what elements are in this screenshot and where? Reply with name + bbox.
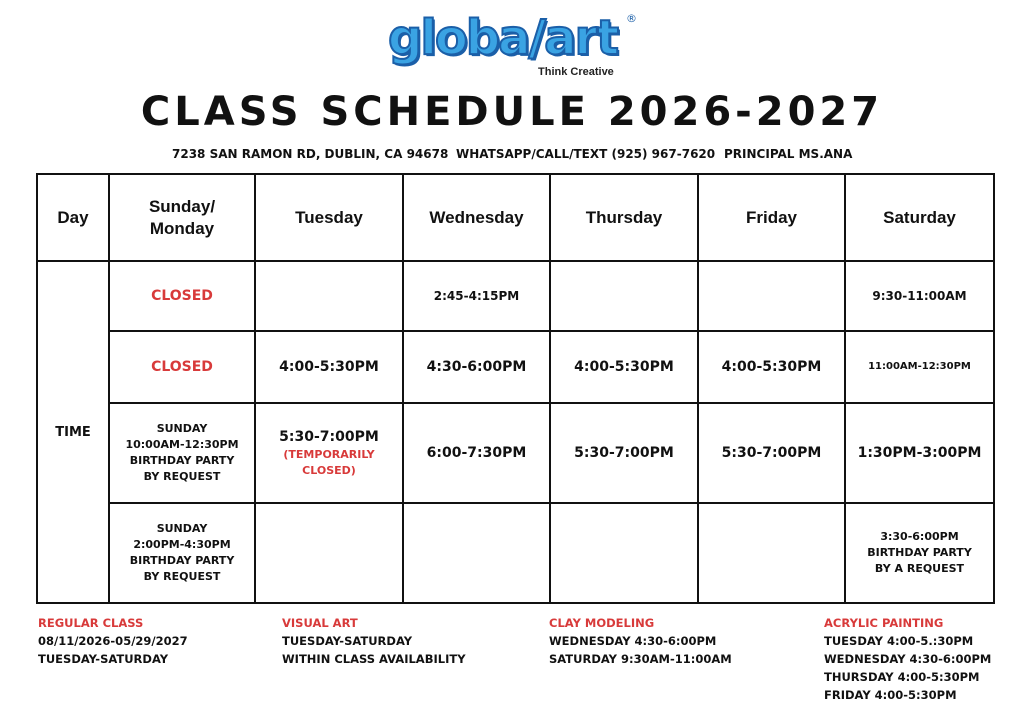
sunmon-4-line: BIRTHDAY PARTY (129, 554, 235, 567)
tue-3-time: 5:30-7:00PM (279, 429, 379, 445)
cell-sat-1: 9:30-11:00AM (845, 261, 994, 331)
header-sunday-monday: Sunday/ Monday (109, 174, 255, 261)
tue-3-note: CLOSED) (302, 464, 356, 477)
footer-acrylic-painting (824, 614, 991, 704)
tue-3-note: (TEMPORARILY (283, 448, 375, 461)
sunmon-4-line: SUNDAY (156, 522, 208, 535)
registered-mark: ® (626, 12, 637, 25)
footer-line: FRIDAY 4:00-5:30PM (824, 688, 957, 702)
cell-thu-2: 4:00-5:30PM (550, 331, 698, 403)
footer-clay-modeling (549, 614, 732, 668)
cell-thu-3: 5:30-7:00PM (550, 403, 698, 503)
logo-tagline: Think Creative (538, 66, 614, 78)
sat-4-line: 3:30-6:00PM (880, 530, 959, 543)
sunmon-3-line: 10:00AM-12:30PM (125, 438, 239, 451)
cell-sat-4 (845, 503, 994, 603)
footer-line: WITHIN CLASS AVAILABILITY (282, 652, 466, 666)
footer-line: THURSDAY 4:00-5:30PM (824, 670, 980, 684)
cell-wed-2: 4:30-6:00PM (403, 331, 550, 403)
table-row (37, 331, 994, 403)
header-day: Day (37, 174, 109, 261)
footer-heading: CLAY MODELING (549, 616, 655, 630)
footer-line: WEDNESDAY 4:30-6:00PM (824, 652, 992, 666)
schedule-table (36, 173, 995, 604)
footer-line: TUESDAY-SATURDAY (38, 652, 169, 666)
sunmon-4-line: 2:00PM-4:30PM (133, 538, 231, 551)
cell-tue-3 (255, 403, 403, 503)
cell-tue-4 (255, 503, 403, 603)
globalart-logo (388, 8, 638, 84)
cell-wed-4 (403, 503, 550, 603)
cell-wed-1: 2:45-4:15PM (403, 261, 550, 331)
cell-sunmon-2: CLOSED (109, 331, 255, 403)
sat-4-line: BY A REQUEST (874, 562, 965, 575)
cell-fri-4 (698, 503, 845, 603)
footer-line: 08/11/2026-05/29/2027 (38, 634, 188, 648)
page-title: CLASS SCHEDULE 2026-2027 (140, 89, 884, 135)
time-row-label: TIME (37, 261, 109, 603)
cell-fri-1 (698, 261, 845, 331)
contact-text: WHATSAPP/CALL/TEXT (925) 967-7620 (456, 147, 716, 161)
table-row (37, 403, 994, 503)
sunmon-3-line: BY REQUEST (143, 470, 221, 483)
cell-sunmon-3 (109, 403, 255, 503)
principal-text: PRINCIPAL MS.ANA (724, 147, 853, 161)
table-row (37, 261, 994, 331)
cell-fri-3: 5:30-7:00PM (698, 403, 845, 503)
sunmon-3-line: SUNDAY (156, 422, 208, 435)
footer-visual-art (282, 614, 466, 668)
cell-tue-2: 4:00-5:30PM (255, 331, 403, 403)
cell-fri-2: 4:00-5:30PM (698, 331, 845, 403)
header-tuesday: Tuesday (255, 174, 403, 261)
footer-heading: REGULAR CLASS (38, 616, 144, 630)
header-friday: Friday (698, 174, 845, 261)
address-text: 7238 SAN RAMON RD, DUBLIN, CA 94678 (172, 147, 449, 161)
cell-sunmon-4 (109, 503, 255, 603)
footer-heading: ACRYLIC PAINTING (824, 616, 944, 630)
sunmon-3-line: BIRTHDAY PARTY (129, 454, 235, 467)
footer-regular-class (38, 614, 188, 668)
header-thursday: Thursday (550, 174, 698, 261)
header-row (37, 174, 994, 261)
cell-thu-1 (550, 261, 698, 331)
footer-line: TUESDAY-SATURDAY (282, 634, 413, 648)
header-saturday: Saturday (845, 174, 994, 261)
footer-heading: VISUAL ART (282, 616, 358, 630)
table-row (37, 503, 994, 603)
footer-line: SATURDAY 9:30AM-11:00AM (549, 652, 732, 666)
footer-line: WEDNESDAY 4:30-6:00PM (549, 634, 717, 648)
cell-tue-1 (255, 261, 403, 331)
sat-4-line: BIRTHDAY PARTY (867, 546, 972, 559)
cell-sunmon-1: CLOSED (109, 261, 255, 331)
sunmon-4-line: BY REQUEST (143, 570, 221, 583)
logo-wordmark: globa/art (388, 10, 618, 66)
cell-wed-3: 6:00-7:30PM (403, 403, 550, 503)
footer-line: TUESDAY 4:00-5.:30PM (824, 634, 974, 648)
header-wednesday: Wednesday (403, 174, 550, 261)
cell-sat-2: 11:00AM-12:30PM (845, 331, 994, 403)
cell-thu-4 (550, 503, 698, 603)
cell-sat-3: 1:30PM-3:00PM (845, 403, 994, 503)
